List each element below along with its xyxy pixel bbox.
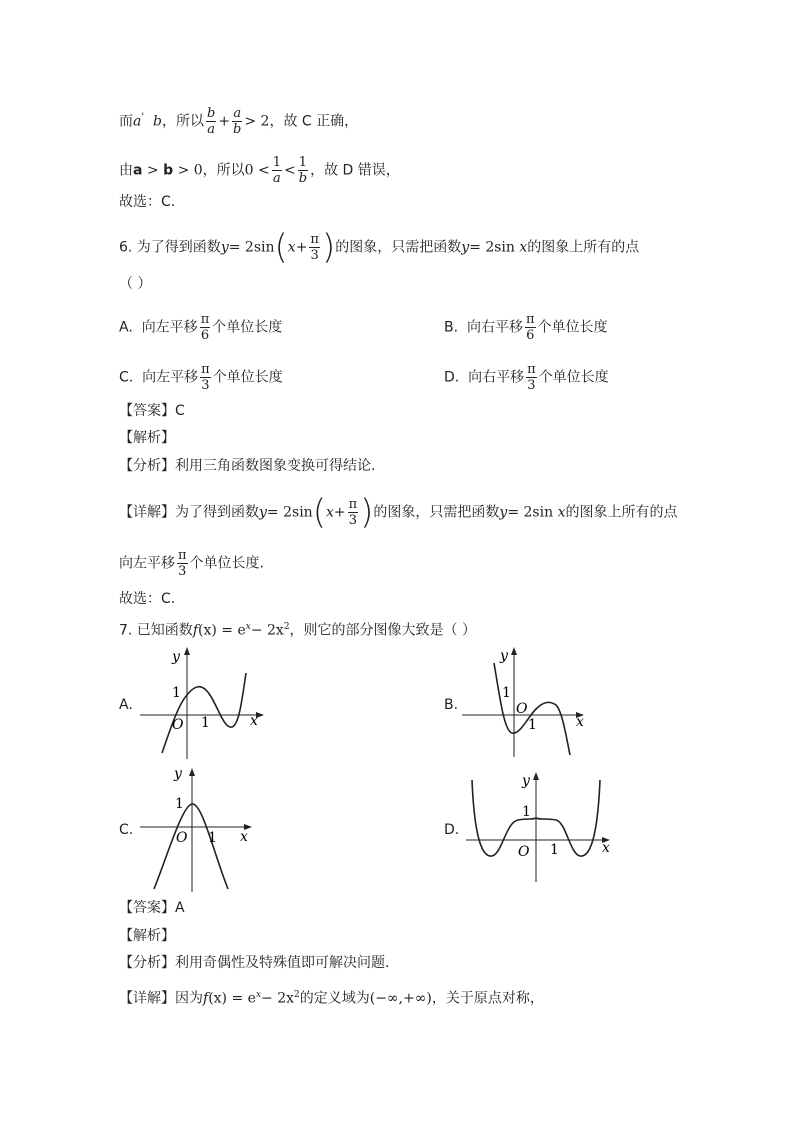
graph-b-y-label: y bbox=[500, 648, 508, 664]
q6-answer: 【答案】C bbox=[119, 403, 185, 419]
choose-line-1: 故选：C. bbox=[119, 194, 176, 210]
option-d: D. 向右平移 $\frac{\pi}{3}$ 个单位长度 bbox=[444, 362, 609, 393]
line-c-correct: 而a' b，所以 $\frac{b}{a}$ + $\frac{a}{b}$ > 2，故 C 正确， bbox=[119, 106, 359, 137]
q6-detail-2: 向左平移 $\frac{\pi}{3}$ 个单位长度. bbox=[119, 548, 264, 579]
graph-d-letter: D. bbox=[444, 822, 460, 838]
option-c: C. 向左平移 $\frac{\pi}{3}$ 个单位长度 bbox=[119, 362, 283, 393]
graph-b-origin: O bbox=[516, 701, 528, 717]
graph-a bbox=[140, 645, 270, 760]
q7-analysis-tag: 【解析】 bbox=[119, 928, 175, 944]
fraction-a-over-b: $\frac{a}{b}$ bbox=[233, 106, 242, 137]
fraction-b-over-a: $\frac{b}{a}$ bbox=[206, 106, 216, 137]
graph-a-origin: O bbox=[172, 717, 184, 733]
fraction-1-over-b: $\frac{1}{b}$ bbox=[298, 155, 308, 186]
graph-a-y-one: 1 bbox=[172, 685, 181, 701]
graph-c-y-label: y bbox=[174, 766, 182, 782]
line-d-wrong: 由a > b > 0，所以0 < $\frac{1}{a}$ < $\frac{1}{b}$ ，故 D 错误， bbox=[119, 155, 400, 186]
q7-answer: 【答案】A bbox=[119, 900, 185, 916]
q6-analysis-tag: 【解析】 bbox=[119, 430, 175, 446]
graph-b-y-one: 1 bbox=[502, 685, 511, 701]
graph-d bbox=[466, 768, 616, 883]
graph-d-origin: O bbox=[518, 844, 530, 860]
graph-c-x-label: x bbox=[240, 829, 248, 845]
graph-a-letter: A. bbox=[119, 697, 133, 713]
graph-a-y-label: y bbox=[172, 649, 180, 665]
graph-b-letter: B. bbox=[444, 697, 459, 713]
fraction-1-over-a: $\frac{1}{a}$ bbox=[272, 155, 282, 186]
graph-a-x-label: x bbox=[250, 713, 258, 729]
fraction-pi-over-3: $\frac{\pi}{3}$ bbox=[310, 232, 319, 263]
graph-c-letter: C. bbox=[119, 822, 134, 838]
choose-line-2: 故选：C. bbox=[119, 591, 176, 607]
graph-c-y-one: 1 bbox=[175, 796, 184, 812]
graph-d-x-one: 1 bbox=[550, 842, 559, 858]
graph-c-x-one: 1 bbox=[208, 830, 217, 846]
graph-d-x-label: x bbox=[602, 840, 610, 856]
graph-d-y-one: 1 bbox=[522, 804, 531, 820]
graph-c-origin: O bbox=[176, 830, 188, 846]
answer-paren: （ ） bbox=[119, 276, 152, 292]
q7-detail: 【详解】因为$f(x) = e^x- 2x^2$的定义域为(−∞,+∞)，关于原点对称， bbox=[119, 990, 544, 1007]
graph-b-x-label: x bbox=[576, 714, 584, 730]
graph-d-y-label: y bbox=[522, 773, 530, 789]
question-7-stem: 7. 已知函数$f(x) = e^x- 2x^2$，则它的部分图像大致是（ ） bbox=[119, 622, 476, 639]
option-a: A. 向左平移 $\frac{\pi}{6}$ 个单位长度 bbox=[119, 312, 283, 343]
q7-fenxi: 【分析】利用奇偶性及特殊值即可解决问题. bbox=[119, 955, 390, 971]
q6-fenxi: 【分析】利用三角函数图象变换可得结论. bbox=[119, 458, 376, 474]
graph-a-x-one: 1 bbox=[201, 715, 210, 731]
q6-detail: 【详解】为了得到函数y= 2sin(x+ $\frac{\pi}{3}$ )的图象，只需把函数y= 2sin x的图象上所有的点 bbox=[119, 492, 678, 533]
graph-c bbox=[140, 764, 260, 894]
graph-b bbox=[462, 643, 590, 758]
option-b: B. 向右平移 $\frac{\pi}{6}$ 个单位长度 bbox=[444, 312, 608, 343]
question-6-stem: 6. 为了得到函数y= 2sin(x+ $\frac{\pi}{3}$ )的图象，只需把函数y= 2sin x的图象上所有的点 bbox=[119, 227, 640, 268]
graph-b-x-one: 1 bbox=[528, 717, 537, 733]
